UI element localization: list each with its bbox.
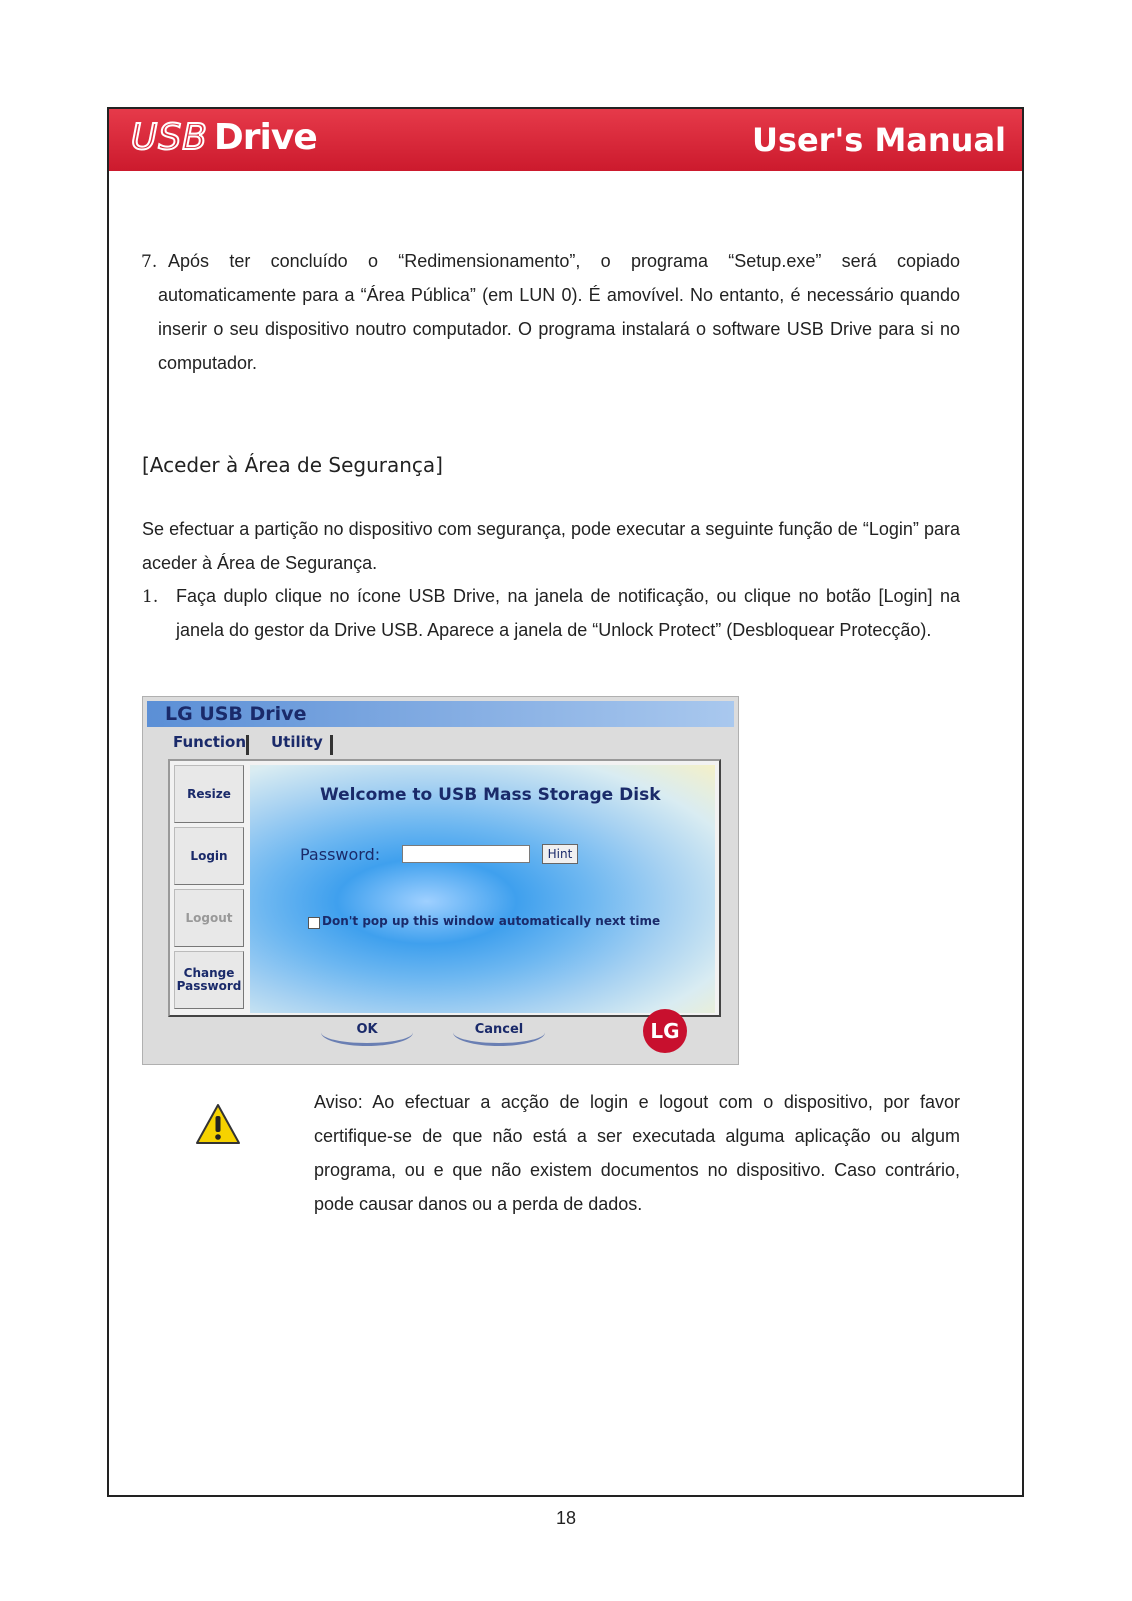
- tab-utility[interactable]: Utility: [271, 733, 323, 751]
- step-7-text: Após ter concluído o “Redimensionamento”, o programa “Setup.exe” será copiado automaticamente para a “Área Pública” (em LUN 0). É amovível. No entanto, é necessário quando inserir o seu dispositivo noutro computador. O programa instalará o software USB Drive para si no computador.: [158, 251, 960, 373]
- section-intro: Se efectuar a partição no dispositivo com segurança, pode executar a seguinte função de “Login” para aceder à Área de Segurança.: [142, 519, 960, 573]
- resize-button[interactable]: Resize: [174, 765, 244, 823]
- function-panel: [168, 759, 721, 1017]
- warning-triangle-icon: [194, 1102, 242, 1146]
- warning-text: Aviso: Ao efectuar a acção de login e logout com o dispositivo, por favor certifique-se de que não está a ser executada alguma aplicação ou algum programa, ou e que não existem documentos no dispositivo. Caso contrário, pode causar danos ou a perda de dados.: [314, 1092, 960, 1214]
- tab-separator: [330, 735, 333, 755]
- page-number: 18: [555, 1508, 577, 1528]
- dialog-title-bar: [147, 701, 734, 727]
- ok-button[interactable]: OK: [321, 1019, 413, 1046]
- welcome-text: Welcome to USB Mass Storage Disk: [320, 785, 661, 805]
- welcome-area: [250, 765, 715, 1013]
- dialog-title: LG USB Drive: [165, 703, 307, 725]
- tab-function[interactable]: Function: [173, 733, 247, 751]
- lg-logo: LG: [643, 1009, 687, 1053]
- step-1-text: Faça duplo clique no ícone USB Drive, na janela de notificação, ou clique no botão [Login] na janela do gestor da Drive USB. Aparece a janela de “Unlock Protect” (Desbloquear Protecção).: [176, 586, 960, 640]
- usb-drive-logo: USB Drive: [131, 117, 317, 158]
- dont-popup-checkbox[interactable]: [308, 917, 320, 929]
- step-1-number: 1.: [142, 587, 159, 607]
- change-password-button[interactable]: Change Password: [174, 951, 244, 1009]
- step-7-number: 7.: [141, 252, 158, 272]
- dont-popup-label: Don't pop up this window automatically next time: [322, 914, 661, 928]
- section-heading: [Aceder à Área de Segurança]: [142, 453, 443, 477]
- login-button[interactable]: Login: [174, 827, 244, 885]
- password-label: Password:: [300, 845, 381, 864]
- header-band: [109, 109, 1022, 171]
- logout-button[interactable]: Logout: [174, 889, 244, 947]
- lg-usb-drive-dialog: [142, 696, 739, 1065]
- cancel-button[interactable]: Cancel: [453, 1019, 545, 1046]
- manual-title: User's Manual: [751, 121, 1006, 159]
- hint-button[interactable]: Hint: [542, 844, 578, 864]
- tab-separator: [246, 735, 249, 755]
- password-input[interactable]: [402, 845, 530, 863]
